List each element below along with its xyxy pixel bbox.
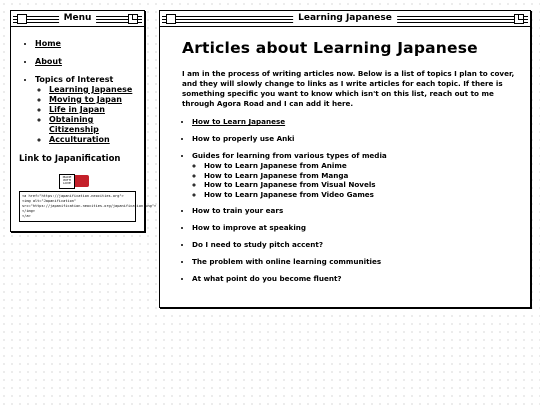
topics-list xyxy=(35,85,136,145)
list-item: • At what point do you become fluent? xyxy=(192,274,518,284)
menu-content xyxy=(11,27,157,228)
nav-link-about[interactable]: About xyxy=(35,57,62,66)
menu-window xyxy=(10,10,157,232)
zoom-box-icon[interactable] xyxy=(514,14,524,24)
intro-paragraph: I am in the process of writing articles now. Below is a list of topics I plan to cover, and they will slowly change to links as I write articles for each topic. If there is something specific you want to know which isn't on this list, reach out to me through Agora Road and I can add it here. xyxy=(182,69,515,108)
close-box-icon[interactable] xyxy=(166,14,176,24)
topic-link-life-in-japan[interactable]: Life in Japan xyxy=(49,105,105,114)
list-item xyxy=(192,151,518,199)
badge-card: MADE WITH LOVE xyxy=(59,174,75,189)
topic-item xyxy=(49,105,136,115)
main-window xyxy=(159,10,531,308)
topic-link-learning-japanese[interactable]: Learning Japanese xyxy=(49,85,133,94)
nav-item-home xyxy=(35,39,136,48)
sub-list-item: ◦ How to Learn Japanese from Visual Novels xyxy=(204,180,518,190)
main-title-bar[interactable] xyxy=(160,11,530,27)
article-link-how-to-learn-japanese[interactable]: How to Learn Japanese xyxy=(192,117,286,126)
list-item: • Do I need to study pitch accent? xyxy=(192,240,518,250)
sub-list-item: ◦ How to Learn Japanese from Video Games xyxy=(204,190,518,200)
page-title: Articles about Learning Japanese xyxy=(182,39,478,57)
link-heading: Link to Japanification xyxy=(19,154,121,164)
sub-list-item: ◦ How to Learn Japanese from Anime xyxy=(204,161,518,171)
menu-window-title: Menu xyxy=(59,12,97,25)
japanification-badge[interactable] xyxy=(59,174,91,188)
sub-list-item: ◦ How to Learn Japanese from Manga xyxy=(204,171,518,181)
list-item: • The problem with online learning communities xyxy=(192,257,518,267)
media-guides-sublist xyxy=(192,161,518,199)
topic-item xyxy=(49,115,136,135)
nav-item-about xyxy=(35,57,136,66)
list-item xyxy=(192,117,518,127)
topic-link-obtaining-citizenship[interactable]: Obtaining Citizenship xyxy=(49,115,99,134)
main-window-title: Learning Japanese xyxy=(293,12,397,25)
article-topics-list xyxy=(182,117,518,284)
topic-item xyxy=(49,85,136,95)
list-item: • How to train your ears xyxy=(192,206,518,216)
menu-title-bar[interactable] xyxy=(11,11,144,27)
nav-item-topics xyxy=(35,75,136,145)
close-box-icon[interactable] xyxy=(17,14,27,24)
media-guides-label: Guides for learning from various types of media xyxy=(192,151,387,160)
topic-item xyxy=(49,95,136,105)
list-item: • How to properly use Anki xyxy=(192,134,518,144)
topics-heading: Topics of Interest xyxy=(35,75,114,84)
main-content xyxy=(160,27,530,284)
topic-item xyxy=(49,135,136,145)
nav-link-home[interactable]: Home xyxy=(35,39,61,48)
list-item: • How to improve at speaking xyxy=(192,223,518,233)
zoom-box-icon[interactable] xyxy=(128,14,138,24)
topic-link-acculturation[interactable]: Acculturation xyxy=(49,135,110,144)
menu-nav xyxy=(19,39,136,145)
topic-link-moving-to-japan[interactable]: Moving to Japan xyxy=(49,95,122,104)
embed-code-box[interactable]: <a href="https://japanification.neocities.org"> <img alt="Japanification" src="https://japanification.neocities.org/japanification.png"> </img> </a> xyxy=(19,191,136,222)
